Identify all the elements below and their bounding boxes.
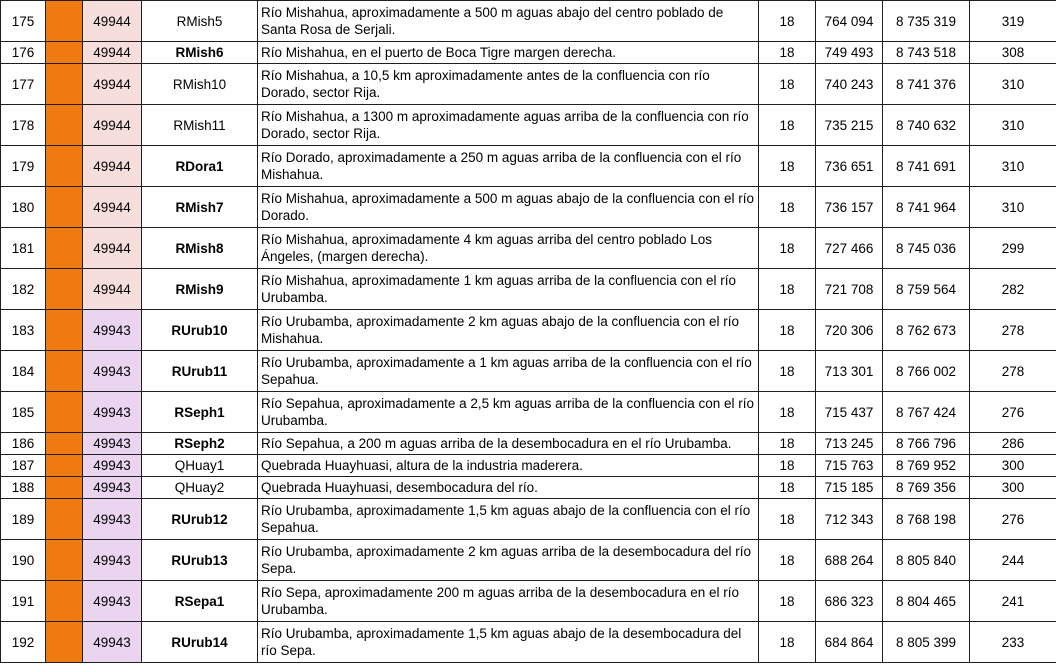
altitude: 308 <box>970 42 1056 64</box>
utm-north: 8 769 356 <box>883 477 970 499</box>
altitude: 310 <box>970 146 1056 187</box>
altitude: 319 <box>970 1 1056 42</box>
utm-north: 8 741 964 <box>883 187 970 228</box>
basin-code: 49944 <box>83 269 142 310</box>
altitude: 299 <box>970 228 1056 269</box>
row-number: 190 <box>1 540 46 581</box>
station-code: RUrub13 <box>142 540 258 581</box>
row-number: 181 <box>1 228 46 269</box>
table-row <box>1 433 1056 455</box>
color-swatch <box>46 64 83 105</box>
utm-zone: 18 <box>759 433 816 455</box>
table-row <box>1 310 1056 351</box>
basin-code: 49943 <box>83 392 142 433</box>
basin-code: 49943 <box>83 351 142 392</box>
station-code: RMish7 <box>142 187 258 228</box>
utm-north: 8 767 424 <box>883 392 970 433</box>
table-row <box>1 477 1056 499</box>
utm-east: 720 306 <box>816 310 883 351</box>
utm-zone: 18 <box>759 42 816 64</box>
utm-north: 8 745 036 <box>883 228 970 269</box>
basin-code: 49944 <box>83 187 142 228</box>
altitude: 276 <box>970 392 1056 433</box>
table-row <box>1 187 1056 228</box>
basin-code: 49944 <box>83 1 142 42</box>
utm-east: 749 493 <box>816 42 883 64</box>
station-code: RMish8 <box>142 228 258 269</box>
utm-north: 8 769 952 <box>883 455 970 477</box>
row-number: 189 <box>1 499 46 540</box>
table-row <box>1 622 1056 663</box>
station-description: Río Mishahua, aproximadamente 4 km aguas arriba del centro poblado Los Ángeles, (margen derecha). <box>258 228 759 269</box>
basin-code: 49943 <box>83 455 142 477</box>
station-description: Quebrada Huayhuasi, desembocadura del río. <box>258 477 759 499</box>
utm-east: 727 466 <box>816 228 883 269</box>
station-code: RSeph1 <box>142 392 258 433</box>
color-swatch <box>46 455 83 477</box>
basin-code: 49943 <box>83 433 142 455</box>
station-code: QHuay1 <box>142 455 258 477</box>
station-code: RMish6 <box>142 42 258 64</box>
color-swatch <box>46 105 83 146</box>
utm-north: 8 766 002 <box>883 351 970 392</box>
station-description: Río Dorado, aproximadamente a 250 m aguas arriba de la confluencia con el río Mishahua. <box>258 146 759 187</box>
table-row <box>1 351 1056 392</box>
altitude: 276 <box>970 499 1056 540</box>
row-number: 180 <box>1 187 46 228</box>
basin-code: 49944 <box>83 42 142 64</box>
altitude: 300 <box>970 477 1056 499</box>
altitude: 282 <box>970 269 1056 310</box>
utm-north: 8 759 564 <box>883 269 970 310</box>
utm-east: 735 215 <box>816 105 883 146</box>
utm-zone: 18 <box>759 455 816 477</box>
table-row <box>1 228 1056 269</box>
utm-east: 686 323 <box>816 581 883 622</box>
utm-north: 8 805 840 <box>883 540 970 581</box>
basin-code: 49944 <box>83 228 142 269</box>
color-swatch <box>46 622 83 663</box>
color-swatch <box>46 228 83 269</box>
utm-east: 715 763 <box>816 455 883 477</box>
utm-east: 721 708 <box>816 269 883 310</box>
station-code: RUrub12 <box>142 499 258 540</box>
utm-east: 736 157 <box>816 187 883 228</box>
row-number: 188 <box>1 477 46 499</box>
row-number: 182 <box>1 269 46 310</box>
basin-code: 49943 <box>83 477 142 499</box>
row-number: 175 <box>1 1 46 42</box>
utm-east: 684 864 <box>816 622 883 663</box>
station-code: RMish10 <box>142 64 258 105</box>
station-code: QHuay2 <box>142 477 258 499</box>
utm-zone: 18 <box>759 310 816 351</box>
utm-east: 688 264 <box>816 540 883 581</box>
utm-zone: 18 <box>759 351 816 392</box>
utm-zone: 18 <box>759 269 816 310</box>
utm-east: 736 651 <box>816 146 883 187</box>
table-row <box>1 64 1056 105</box>
basin-code: 49943 <box>83 622 142 663</box>
utm-north: 8 741 376 <box>883 64 970 105</box>
utm-zone: 18 <box>759 392 816 433</box>
color-swatch <box>46 392 83 433</box>
table-row <box>1 42 1056 64</box>
row-number: 177 <box>1 64 46 105</box>
table-row <box>1 1 1056 42</box>
altitude: 241 <box>970 581 1056 622</box>
table-row <box>1 581 1056 622</box>
row-number: 183 <box>1 310 46 351</box>
utm-zone: 18 <box>759 187 816 228</box>
row-number: 192 <box>1 622 46 663</box>
color-swatch <box>46 269 83 310</box>
color-swatch <box>46 351 83 392</box>
utm-east: 715 185 <box>816 477 883 499</box>
station-code: RMish5 <box>142 1 258 42</box>
utm-east: 740 243 <box>816 64 883 105</box>
station-code: RSeph2 <box>142 433 258 455</box>
station-description: Río Mishahua, aproximadamente a 500 m aguas abajo de la confluencia con el río Dorado. <box>258 187 759 228</box>
row-number: 176 <box>1 42 46 64</box>
table-body <box>1 1 1056 663</box>
altitude: 310 <box>970 187 1056 228</box>
color-swatch <box>46 499 83 540</box>
utm-north: 8 804 465 <box>883 581 970 622</box>
station-description: Río Sepa, aproximadamente 200 m aguas arriba de la desembocadura en el río Urubamba. <box>258 581 759 622</box>
table-row <box>1 269 1056 310</box>
station-description: Río Urubamba, aproximadamente 2 km aguas abajo de la confluencia con el río Mishahua. <box>258 310 759 351</box>
row-number: 191 <box>1 581 46 622</box>
utm-zone: 18 <box>759 540 816 581</box>
utm-north: 8 762 673 <box>883 310 970 351</box>
utm-zone: 18 <box>759 581 816 622</box>
basin-code: 49944 <box>83 105 142 146</box>
color-swatch <box>46 581 83 622</box>
utm-zone: 18 <box>759 146 816 187</box>
color-swatch <box>46 42 83 64</box>
station-description: Río Urubamba, aproximadamente 1,5 km aguas abajo de la confluencia con el río Sepahua. <box>258 499 759 540</box>
utm-north: 8 805 399 <box>883 622 970 663</box>
station-code: RUrub11 <box>142 351 258 392</box>
utm-north: 8 768 198 <box>883 499 970 540</box>
altitude: 286 <box>970 433 1056 455</box>
utm-zone: 18 <box>759 622 816 663</box>
utm-north: 8 735 319 <box>883 1 970 42</box>
altitude: 310 <box>970 64 1056 105</box>
station-description: Río Mishahua, a 10,5 km aproximadamente antes de la confluencia con río Dorado, sector Rija. <box>258 64 759 105</box>
basin-code: 49944 <box>83 64 142 105</box>
utm-zone: 18 <box>759 64 816 105</box>
color-swatch <box>46 477 83 499</box>
basin-code: 49943 <box>83 540 142 581</box>
station-code: RUrub10 <box>142 310 258 351</box>
station-description: Río Mishahua, aproximadamente 1 km aguas arriba de la confluencia con el río Urubamba. <box>258 269 759 310</box>
row-number: 178 <box>1 105 46 146</box>
station-code: RUrub14 <box>142 622 258 663</box>
utm-east: 715 437 <box>816 392 883 433</box>
color-swatch <box>46 1 83 42</box>
row-number: 185 <box>1 392 46 433</box>
utm-zone: 18 <box>759 499 816 540</box>
color-swatch <box>46 310 83 351</box>
table-row <box>1 105 1056 146</box>
color-swatch <box>46 540 83 581</box>
utm-zone: 18 <box>759 228 816 269</box>
altitude: 300 <box>970 455 1056 477</box>
station-description: Río Mishahua, a 1300 m aproximadamente aguas arriba de la confluencia con río Dorado, sector Rija. <box>258 105 759 146</box>
basin-code: 49944 <box>83 146 142 187</box>
station-description: Río Sepahua, a 200 m aguas arriba de la desembocadura en el río Urubamba. <box>258 433 759 455</box>
utm-north: 8 741 691 <box>883 146 970 187</box>
station-code: RDora1 <box>142 146 258 187</box>
color-swatch <box>46 433 83 455</box>
row-number: 179 <box>1 146 46 187</box>
utm-zone: 18 <box>759 1 816 42</box>
table-row <box>1 392 1056 433</box>
station-code: RMish11 <box>142 105 258 146</box>
utm-north: 8 766 796 <box>883 433 970 455</box>
utm-north: 8 740 632 <box>883 105 970 146</box>
basin-code: 49943 <box>83 310 142 351</box>
station-code: RMish9 <box>142 269 258 310</box>
station-description: Río Urubamba, aproximadamente 1,5 km aguas abajo de la desembocadura del río Sepa. <box>258 622 759 663</box>
altitude: 278 <box>970 310 1056 351</box>
row-number: 186 <box>1 433 46 455</box>
altitude: 233 <box>970 622 1056 663</box>
station-description: Río Urubamba, aproximadamente 2 km aguas arriba de la desembocadura del río Sepa. <box>258 540 759 581</box>
altitude: 278 <box>970 351 1056 392</box>
station-description: Río Sepahua, aproximadamente a 2,5 km aguas arriba de la confluencia con el río Urubamba. <box>258 392 759 433</box>
utm-east: 713 301 <box>816 351 883 392</box>
basin-code: 49943 <box>83 581 142 622</box>
table-row <box>1 540 1056 581</box>
color-swatch <box>46 146 83 187</box>
color-swatch <box>46 187 83 228</box>
station-code: RSepa1 <box>142 581 258 622</box>
station-description: Río Mishahua, en el puerto de Boca Tigre margen derecha. <box>258 42 759 64</box>
utm-zone: 18 <box>759 477 816 499</box>
altitude: 310 <box>970 105 1056 146</box>
utm-north: 8 743 518 <box>883 42 970 64</box>
row-number: 184 <box>1 351 46 392</box>
table-row <box>1 455 1056 477</box>
utm-east: 712 343 <box>816 499 883 540</box>
table-row <box>1 146 1056 187</box>
row-number: 187 <box>1 455 46 477</box>
basin-code: 49943 <box>83 499 142 540</box>
table-row <box>1 499 1056 540</box>
altitude: 244 <box>970 540 1056 581</box>
station-description: Río Mishahua, aproximadamente a 500 m aguas abajo del centro poblado de Santa Rosa de Serjali. <box>258 1 759 42</box>
utm-east: 764 094 <box>816 1 883 42</box>
station-description: Quebrada Huayhuasi, altura de la industria maderera. <box>258 455 759 477</box>
station-description: Río Urubamba, aproximadamente a 1 km aguas arriba de la confluencia con el río Sepahua. <box>258 351 759 392</box>
utm-zone: 18 <box>759 105 816 146</box>
utm-east: 713 245 <box>816 433 883 455</box>
